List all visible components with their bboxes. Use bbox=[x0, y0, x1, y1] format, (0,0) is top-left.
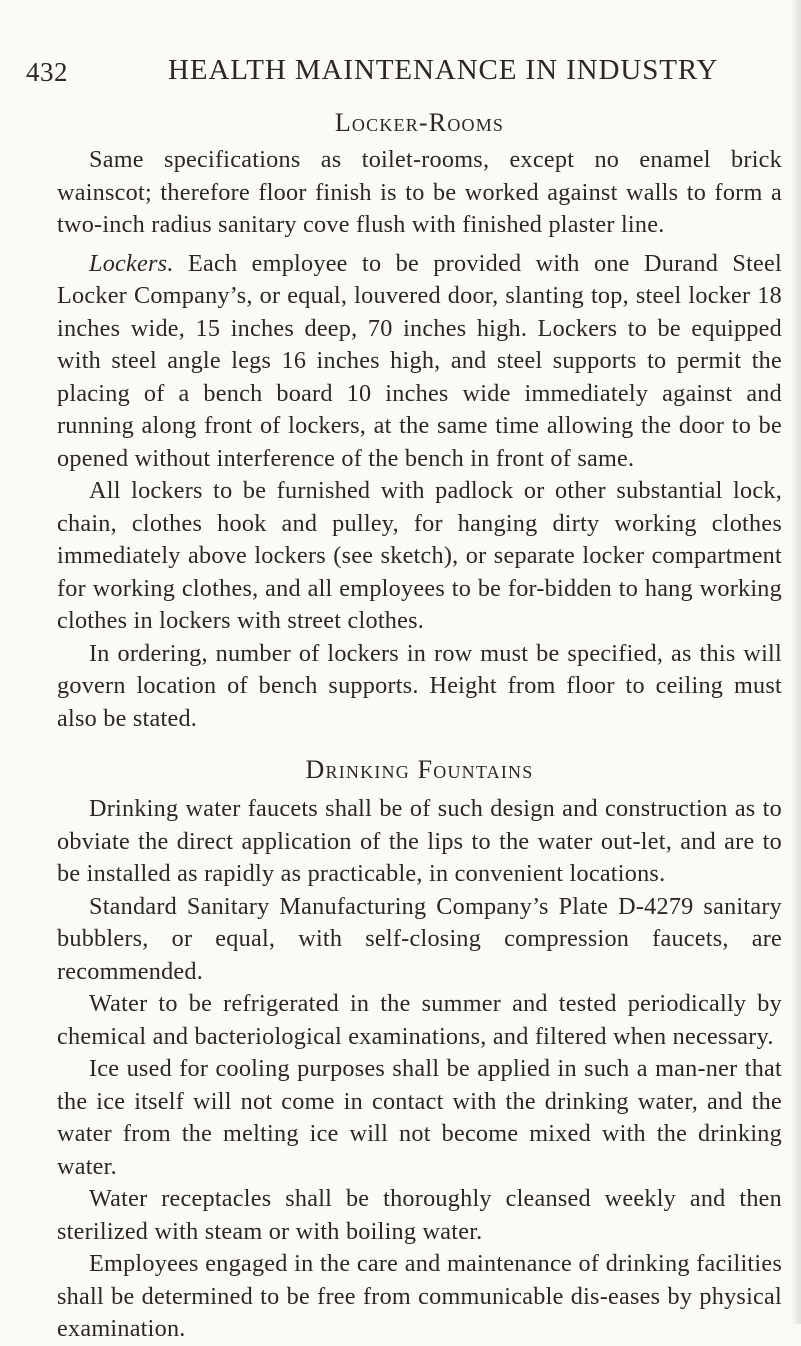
paragraph-text: All lockers to be furnished with padlock or other substantial lock, chain, clothes hook and pulley, for hanging dirty working clothes immediately above lockers (see sketch), or separate locker compartment for working clothes, and all employees to be for-bidden to hang working clothes in lockers with street clothes. bbox=[57, 477, 782, 634]
paragraph-locker-rooms-intro bbox=[57, 144, 782, 242]
paragraph-ice bbox=[57, 1053, 782, 1183]
paragraph-text: Same specifications as toilet-rooms, except no enamel brick wainscot; therefore floor finish is to be worked against walls to form a two-inch radius sanitary cove flush with finished plaster line. bbox=[57, 146, 782, 238]
paragraph-text: In ordering, number of lockers in row must be specified, as this will govern location of bench supports. Height from floor to ceiling must also be stated. bbox=[57, 639, 782, 732]
paragraph-text: Water receptacles shall be thoroughly cleansed weekly and then sterilized with steam or with boiling water. bbox=[57, 1185, 782, 1245]
paragraph-lockers-padlock bbox=[57, 475, 782, 638]
run-in-heading-lockers: Lockers. bbox=[89, 249, 174, 277]
paragraph-lockers-ordering bbox=[57, 638, 782, 736]
paragraph-text: Drinking water faucets shall be of such design and construction as to obviate the direct application of the lips to the water out-let, and are to be installed as rapidly as practicable, in convenient locations. bbox=[57, 795, 782, 887]
paragraph-text: Ice used for cooling purposes shall be applied in such a man-ner that the ice itself will not come in contact with the drinking water, and the water from the melting ice will not become mixed with the drinking water. bbox=[57, 1055, 782, 1180]
paragraph-bubblers bbox=[57, 891, 782, 989]
paragraph-employees bbox=[57, 1248, 782, 1346]
paragraph-text: Employees engaged in the care and maintenance of drinking facilities shall be determined to be free from communicable dis-eases by physical examination. bbox=[57, 1250, 782, 1342]
page-number: 432 bbox=[26, 57, 68, 87]
paragraph-lockers bbox=[57, 248, 782, 476]
paragraph-receptacles bbox=[57, 1183, 782, 1248]
page-edge-shadow bbox=[791, 0, 801, 1324]
running-head: HEALTH MAINTENANCE IN INDUSTRY bbox=[168, 54, 719, 86]
paragraph-text: Water to be refrigerated in the summer and tested periodically by chemical and bacteriological examinations, and filtered when necessary. bbox=[57, 990, 782, 1050]
paragraph-faucets bbox=[57, 793, 782, 891]
section-heading-drinking-fountains: Drinking Fountains bbox=[305, 755, 534, 784]
page-header bbox=[0, 50, 801, 90]
paragraph-refrigeration bbox=[57, 988, 782, 1053]
page-body bbox=[57, 100, 782, 1346]
paragraph-text: Standard Sanitary Manufacturing Company’s Plate D-4279 sanitary bubblers, or equal, with self-closing compression faucets, are recommended. bbox=[57, 892, 782, 985]
section-heading-locker-rooms: Locker-Rooms bbox=[334, 108, 505, 137]
paragraph-text: Each employee to be provided with one Durand Steel Locker Company’s, or equal, louvered door, slanting top, steel locker 18 inches wide, 15 inches deep, 70 inches high. Lockers to be equipped with steel angle legs 16 inches high, and steel supports to permit the placing of a bench board 10 inches wide immediately against and running along front of lockers, at the same time allowing the door to be opened without interference of the bench in front of same. bbox=[57, 249, 782, 472]
